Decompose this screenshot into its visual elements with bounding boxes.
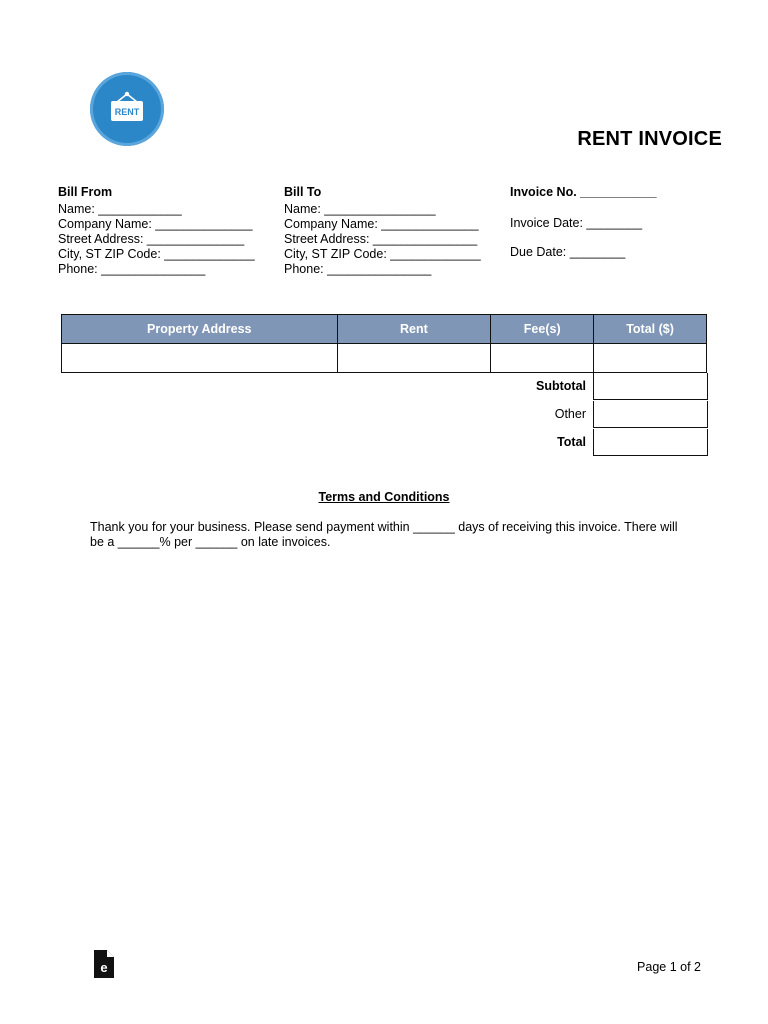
due-date: Due Date: ________ (510, 245, 626, 259)
bill-from-city: City, ST ZIP Code: _____________ (58, 247, 255, 261)
bill-from-name: Name: ____________ (58, 202, 182, 216)
table-header-row (62, 315, 707, 344)
subtotal-label: Subtotal (536, 379, 586, 393)
bill-from-section (58, 184, 255, 277)
bill-to-section (284, 184, 481, 277)
cell-total[interactable] (594, 344, 707, 373)
cell-fees[interactable] (491, 344, 594, 373)
bill-to-heading: Bill To (284, 185, 322, 199)
invoice-details (510, 184, 657, 260)
bill-from-phone: Phone: _______________ (58, 262, 206, 276)
cell-property-address[interactable] (62, 344, 338, 373)
document-title: RENT INVOICE (577, 128, 722, 150)
items-table (61, 314, 707, 373)
page-number: Page 1 of 2 (637, 960, 701, 974)
terms-title: Terms and Conditions (318, 490, 450, 504)
bill-from-company: Company Name: ______________ (58, 217, 253, 231)
bill-to-phone: Phone: _______________ (284, 262, 432, 276)
header-total: Total ($) (594, 315, 707, 344)
header-fees: Fee(s) (491, 315, 594, 344)
total-field[interactable] (593, 429, 708, 456)
total-label: Total (557, 435, 586, 449)
terms-body: Thank you for your business. Please send payment within ______ days of receiving this invoice. There will be a ______% per ______ on late invoices. (90, 520, 678, 549)
header-rent: Rent (337, 315, 491, 344)
bill-to-name: Name: ________________ (284, 202, 436, 216)
invoice-number: Invoice No. ___________ (510, 185, 657, 199)
logo-text: RENT (114, 107, 140, 117)
bill-from-street: Street Address: ______________ (58, 232, 245, 246)
bill-to-street: Street Address: _______________ (284, 232, 478, 246)
bill-to-city: City, ST ZIP Code: _____________ (284, 247, 481, 261)
other-label: Other (554, 407, 586, 421)
eforms-logo-icon (94, 950, 114, 983)
cell-rent[interactable] (337, 344, 491, 373)
bill-from-heading: Bill From (58, 185, 113, 199)
invoice-date: Invoice Date: ________ (510, 216, 643, 230)
other-field[interactable] (593, 401, 708, 428)
svg-text:e: e (100, 960, 108, 975)
subtotal-field[interactable] (593, 373, 708, 400)
rent-sign-icon (90, 72, 164, 146)
bill-to-company: Company Name: ______________ (284, 217, 479, 231)
header-property-address: Property Address (62, 315, 338, 344)
table-row (62, 344, 707, 373)
